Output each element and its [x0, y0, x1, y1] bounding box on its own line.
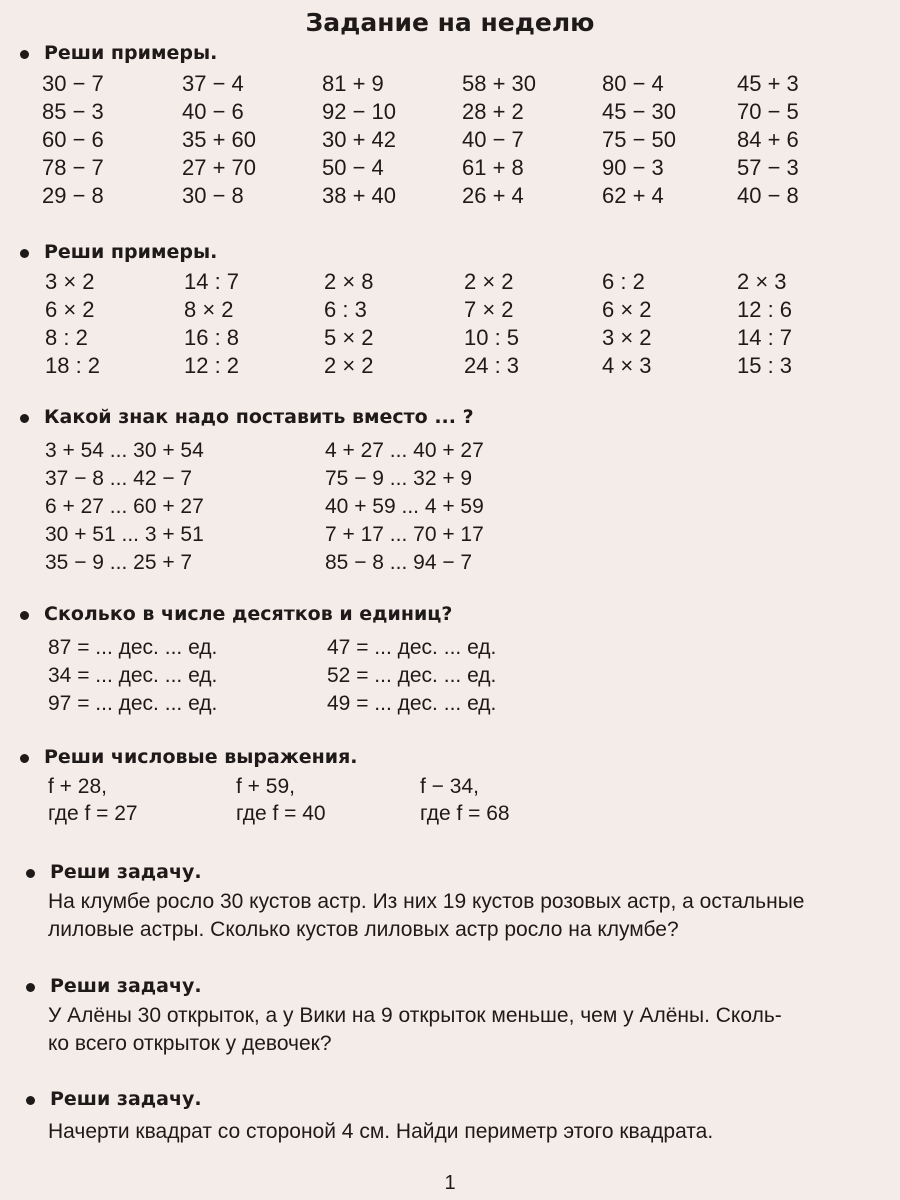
example-cell: 50 − 4 [322, 155, 384, 180]
comparison-item: 40 + 59 ... 4 + 59 [325, 495, 484, 518]
bullet-icon [20, 754, 29, 763]
bullet-icon [20, 611, 29, 620]
section-heading: Реши числовые выражения. [44, 746, 358, 768]
task-line: Начерти квадрат со стороной 4 см. Найди периметр этого квадрата. [48, 1120, 714, 1143]
section-heading: Реши примеры. [44, 42, 218, 64]
expression: f − 34, [420, 775, 479, 798]
example-cell: 2 × 3 [737, 269, 787, 294]
section-heading: Сколько в числе десятков и единиц? [44, 603, 453, 625]
example-cell: 60 − 6 [42, 127, 104, 152]
section-heading: Какой знак надо поставить вместо ... ? [44, 406, 474, 428]
example-cell: 6 : 3 [324, 297, 367, 322]
example-cell: 12 : 2 [184, 353, 240, 378]
example-cell: 6 × 2 [602, 297, 652, 322]
example-cell: 61 + 8 [462, 155, 524, 180]
bullet-icon [20, 50, 29, 59]
comparison-item: 85 − 8 ... 94 − 7 [325, 551, 473, 574]
section-heading: Реши примеры. [44, 241, 218, 263]
example-cell: 37 − 4 [182, 71, 244, 96]
example-cell: 81 + 9 [322, 71, 384, 96]
example-cell: 12 : 6 [737, 297, 793, 322]
example-cell: 2 × 8 [324, 269, 374, 294]
tens-units-item: 49 = ... дес. ... ед. [327, 692, 497, 715]
example-cell: 90 − 3 [602, 155, 664, 180]
expression: f + 28, [48, 775, 107, 798]
comparison-item: 30 + 51 ... 3 + 51 [45, 523, 204, 546]
example-cell: 35 + 60 [182, 127, 257, 152]
bullet-icon [20, 414, 29, 423]
example-cell: 5 × 2 [324, 325, 374, 350]
example-cell: 75 − 50 [602, 127, 677, 152]
page-title: Задание на неделю [305, 8, 595, 37]
example-cell: 2 × 2 [464, 269, 514, 294]
example-cell: 40 − 8 [737, 183, 799, 208]
section-heading: Реши задачу. [50, 861, 202, 883]
comparison-item: 7 + 17 ... 70 + 17 [325, 523, 484, 546]
expression-condition: где f = 27 [48, 802, 138, 825]
comparison-item: 37 − 8 ... 42 − 7 [45, 467, 193, 490]
example-cell: 80 − 4 [602, 71, 664, 96]
example-cell: 6 × 2 [45, 297, 95, 322]
task-text [48, 888, 804, 944]
example-cell: 18 : 2 [45, 353, 101, 378]
section-heading: Реши задачу. [50, 975, 202, 997]
example-cell: 7 × 2 [464, 297, 514, 322]
example-cell: 58 + 30 [462, 71, 537, 96]
bullet-icon [26, 1096, 35, 1105]
task-line: На клумбе росло 30 кустов астр. Из них 19 кустов розовых астр, а остальные [48, 890, 805, 913]
example-cell: 85 − 3 [42, 99, 104, 124]
tens-units-item: 97 = ... дес. ... ед. [48, 692, 218, 715]
example-cell: 8 × 2 [184, 297, 234, 322]
example-cell: 2 × 2 [324, 353, 374, 378]
task-text [48, 1002, 782, 1058]
example-cell: 84 + 6 [737, 127, 799, 152]
expression: f + 59, [236, 775, 295, 798]
example-cell: 26 + 4 [462, 183, 524, 208]
comparison-item: 3 + 54 ... 30 + 54 [45, 439, 204, 462]
bullet-icon [26, 869, 35, 878]
section-heading: Реши задачу. [50, 1088, 202, 1110]
task-line: лиловые астры. Сколько кустов лиловых астр росло на клумбе? [48, 918, 679, 941]
tens-units-item: 87 = ... дес. ... ед. [48, 636, 218, 659]
example-cell: 15 : 3 [737, 353, 793, 378]
example-cell: 45 − 30 [602, 99, 677, 124]
example-cell: 14 : 7 [184, 269, 240, 294]
example-cell: 8 : 2 [45, 325, 88, 350]
comparison-item: 6 + 27 ... 60 + 27 [45, 495, 204, 518]
example-cell: 29 − 8 [42, 183, 104, 208]
example-cell: 40 − 7 [462, 127, 524, 152]
example-cell: 3 × 2 [45, 269, 95, 294]
bullet-icon [26, 983, 35, 992]
example-cell: 45 + 3 [737, 71, 799, 96]
example-cell: 30 − 8 [182, 183, 244, 208]
example-cell: 40 − 6 [182, 99, 244, 124]
example-cell: 57 − 3 [737, 155, 799, 180]
example-cell: 70 − 5 [737, 99, 799, 124]
example-cell: 27 + 70 [182, 155, 257, 180]
example-cell: 62 + 4 [602, 183, 664, 208]
page-number: 1 [444, 1172, 456, 1194]
expression-condition: где f = 40 [236, 802, 326, 825]
comparison-item: 75 − 9 ... 32 + 9 [325, 467, 473, 490]
example-cell: 14 : 7 [737, 325, 793, 350]
example-cell: 30 + 42 [322, 127, 397, 152]
tens-units-item: 34 = ... дес. ... ед. [48, 664, 218, 687]
task-text [48, 1118, 713, 1146]
example-cell: 16 : 8 [184, 325, 240, 350]
example-cell: 38 + 40 [322, 183, 397, 208]
expression-condition: где f = 68 [420, 802, 510, 825]
example-cell: 3 × 2 [602, 325, 652, 350]
example-cell: 28 + 2 [462, 99, 524, 124]
example-cell: 10 : 5 [464, 325, 520, 350]
bullet-icon [20, 249, 29, 258]
example-cell: 78 − 7 [42, 155, 104, 180]
example-cell: 92 − 10 [322, 99, 397, 124]
tens-units-item: 47 = ... дес. ... ед. [327, 636, 497, 659]
comparison-item: 4 + 27 ... 40 + 27 [325, 439, 484, 462]
tens-units-item: 52 = ... дес. ... ед. [327, 664, 497, 687]
example-cell: 4 × 3 [602, 353, 652, 378]
example-cell: 6 : 2 [602, 269, 645, 294]
example-cell: 30 − 7 [42, 71, 104, 96]
comparison-item: 35 − 9 ... 25 + 7 [45, 551, 193, 574]
example-cell: 24 : 3 [464, 353, 520, 378]
task-line: У Алёны 30 открыток, а у Вики на 9 открыток меньше, чем у Алёны. Сколь- [48, 1004, 782, 1027]
task-line: ко всего открыток у девочек? [48, 1032, 332, 1055]
